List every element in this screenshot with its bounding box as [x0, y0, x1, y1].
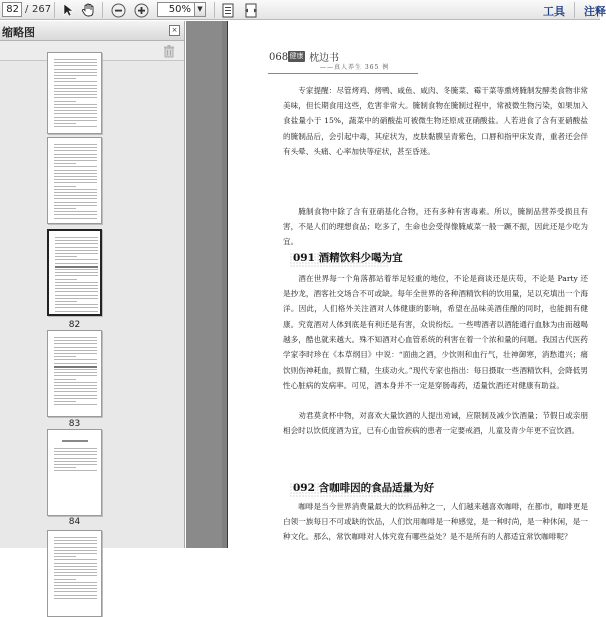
thumbnail-text-line — [55, 288, 98, 289]
thumbnail-text-line — [54, 81, 97, 82]
thumbnail-text-line — [54, 404, 97, 405]
thumbnail-text-line — [54, 91, 97, 92]
page-gutter — [186, 21, 222, 548]
thumbnail-text-line — [54, 97, 97, 98]
page-number: 068 — [269, 52, 289, 63]
total-pages: 267 — [32, 4, 52, 15]
page-number-input[interactable]: 82 — [2, 2, 22, 17]
thumbnail-text-line — [54, 572, 97, 573]
thumbnail-page-label: 83 — [68, 419, 81, 429]
tools-menu[interactable]: 工具 — [543, 5, 565, 18]
intro-paragraph: 专家提醒：尽管烤鸡、烤鸭、咸鱼、咸肉、冬腌菜、霉干菜等熏烤腌制发酵类食物非常美味，但长期食用这些，危害非常大。腌制食物在腌制过程中，常被微生物污染，如果加入食盐量小于 15%，蔬菜中的硝酸盐可被微生物还原成亚硝酸盐。人若进食了含有亚硝酸盐的腌制品后，会引起中毒，其症状为，皮肤黏膜呈青紫色，口唇和指甲床发青，重者还会伴有头晕、头痛、心率加快等症状，甚至昏迷。 — [283, 86, 588, 156]
thumbnail-text-line — [54, 369, 97, 370]
thumbnail-text-line — [55, 247, 98, 248]
thumbnail-text-line — [54, 391, 97, 392]
thumbnail-panel-title: 缩略图 — [2, 26, 35, 39]
page-thumbnail[interactable] — [47, 229, 102, 316]
thumbnail-list — [0, 62, 184, 548]
thumbnail-text-line — [55, 275, 98, 276]
thumbnail-text-line — [54, 166, 97, 167]
thumbnail-text-line — [54, 189, 97, 190]
thumbnail-text-line — [54, 395, 97, 396]
thumbnail-text-line — [54, 65, 97, 66]
page-thumbnail[interactable] — [47, 429, 102, 516]
thumbnail-text-line — [54, 343, 97, 344]
thumbnail-text-line — [55, 285, 98, 286]
thumbnail-text-line — [54, 117, 97, 118]
thumbnail-text-line — [54, 540, 97, 541]
trash-icon[interactable] — [162, 44, 176, 58]
toolbar-divider — [102, 2, 103, 18]
thumbnail-text-line — [55, 266, 98, 268]
thumbnail-text-line — [55, 256, 77, 257]
close-icon: × — [171, 26, 178, 34]
thumbnail-text-line — [55, 301, 77, 302]
thumbnail-text-line — [54, 537, 97, 538]
thumbnail-text-line — [54, 385, 97, 386]
thumbnail-text-line — [55, 263, 98, 264]
chevron-down-icon: ▼ — [197, 5, 203, 13]
thumbnail-page-label: 84 — [68, 517, 81, 527]
toolbar-divider — [574, 2, 575, 18]
thumbnail-text-line — [54, 202, 97, 203]
thumbnail-text-line — [54, 144, 97, 145]
thumbnail-text-line — [54, 157, 97, 158]
thumbnail-text-line — [54, 388, 97, 389]
thumbnail-text-line — [54, 359, 97, 360]
thumbnail-text-line — [54, 208, 76, 209]
close-panel-button[interactable] — [169, 25, 180, 36]
zoom-dropdown-button[interactable] — [195, 2, 206, 17]
thumbnail-text-line — [54, 470, 97, 471]
thumbnail-text-line — [54, 154, 97, 155]
thumbnail-text-line — [54, 595, 97, 596]
thumbnail-text-line — [54, 101, 76, 102]
book-subtitle: ——真人养生 365 例 — [320, 64, 390, 71]
thumbnail-text-line — [54, 120, 97, 121]
fit-width-icon[interactable] — [243, 2, 259, 18]
thumbnail-text-line — [55, 237, 98, 238]
thumbnail-text-line — [54, 382, 97, 383]
thumbnail-text-line — [54, 398, 97, 399]
thumbnail-text-line — [54, 147, 97, 148]
thumbnail-text-line — [55, 243, 98, 244]
page-thumbnail[interactable] — [47, 530, 102, 617]
document-page — [227, 21, 600, 548]
thumbnail-text-line — [54, 353, 97, 354]
thumbnail-text-line — [54, 375, 97, 376]
thumbnail-text-line — [54, 559, 97, 560]
thumbnail-text-line — [54, 107, 97, 108]
thumbnail-text-line — [54, 123, 76, 124]
toolbar-divider — [54, 2, 55, 18]
thumbnail-text-line — [54, 569, 97, 570]
thumbnail-text-line — [54, 454, 97, 455]
zoom-out-icon[interactable] — [110, 2, 126, 18]
thumbnail-page-label: 82 — [68, 320, 81, 330]
thumbnail-text-line — [54, 366, 97, 368]
thumbnail-text-line — [54, 104, 97, 105]
thumbnail-text-line — [54, 78, 76, 79]
thumbnail-text-line — [54, 461, 97, 462]
section-091-paragraph: 酒在世界每一个角落都站着举足轻重的地位，不论是商谈还是庆苟，不论是 Party 还是抄龙，酒客社交场合不可或缺。每年全世界的各种酒精饮料的饮用量，足以充填出一个海洋。因此，人们格外关注酒对人体健康的影响，希望在品味美酒佳酿的同时，也能拥有健康。 — [283, 274, 588, 329]
thumbnail-text-line — [54, 598, 97, 599]
thumbnail-text-line — [54, 113, 97, 114]
thumbnail-text-line — [54, 176, 97, 177]
page-thumbnail[interactable] — [47, 330, 102, 417]
thumbnail-text-line — [55, 240, 98, 241]
thumbnail-text-line — [54, 62, 97, 63]
fit-page-icon[interactable] — [220, 2, 236, 18]
thumbnail-text-line — [54, 340, 97, 341]
thumbnail-text-line — [54, 195, 97, 196]
thumbnail-text-line — [54, 198, 97, 199]
thumbnail-text-line — [54, 211, 97, 212]
thumbnail-text-line — [54, 585, 97, 586]
thumbnail-text-line — [54, 467, 76, 468]
page-thumbnail[interactable] — [47, 52, 102, 134]
thumbnail-text-line — [54, 110, 97, 111]
thumbnail-text-line — [54, 72, 97, 73]
thumbnail-text-line — [55, 279, 77, 280]
thumbnail-text-line — [54, 553, 97, 554]
thumbnail-text-line — [54, 458, 97, 459]
section-092-paragraph: 咖啡是当今世界消费量最大的饮料品种之一，人们越来越喜欢咖啡，在都市，咖啡更是白领一族每日不可或缺的饮品，人们饮用咖啡是一种感觉，是一种时尚，是一种休闲，是一种文化。那么，常饮咖啡对人体究竟有哪些益处？是不是所有的人都适宜常饮咖啡呢？ — [283, 502, 588, 542]
thumbnail-text-line — [54, 350, 97, 351]
thumbnail-text-line — [55, 311, 98, 312]
thumbnail-text-line — [54, 448, 97, 449]
comment-menu[interactable]: 注释 — [584, 5, 606, 18]
thumbnail-text-line — [54, 170, 97, 171]
document-viewport[interactable] — [186, 21, 600, 548]
thumbnail-text-line — [54, 163, 76, 164]
book-title: 枕边书 — [309, 53, 339, 64]
thumbnail-text-line — [55, 298, 98, 299]
thumbnail-text-line — [54, 126, 97, 127]
thumbnail-text-line — [54, 85, 97, 86]
thumbnail-text-line — [54, 588, 97, 589]
thumbnail-text-line — [54, 347, 97, 348]
thumbnail-text-line — [54, 579, 76, 580]
thumbnail-text-line — [54, 550, 97, 551]
thumbnail-panel — [0, 21, 185, 548]
thumbnail-text-line — [54, 192, 97, 193]
page-separator: / — [25, 4, 29, 15]
thumbnail-text-line — [55, 295, 98, 296]
thumbnail-text-line — [55, 269, 98, 270]
section-heading-092: 092 含咖啡因的食品适量为好 — [293, 482, 435, 494]
thumbnail-text-line — [54, 591, 97, 592]
thumbnail-text-line — [54, 363, 97, 364]
thumbnail-text-line — [54, 563, 97, 564]
thumbnail-text-line — [54, 464, 97, 465]
thumbnail-text-line — [54, 356, 76, 357]
thumbnail-text-line — [54, 547, 97, 548]
thumbnail-text-line — [54, 59, 97, 60]
thumbnail-text-line — [55, 272, 98, 273]
thumbnail-text-line — [54, 218, 97, 219]
thumbnail-text-line — [55, 250, 98, 251]
thumbnail-text-line — [54, 337, 97, 338]
toolbar-divider — [214, 2, 215, 18]
thumbnail-text-line — [54, 182, 97, 183]
thumbnail-text-line — [54, 372, 97, 373]
thumbnail-text-line — [54, 75, 97, 76]
thumbnail-text-line — [54, 401, 76, 402]
zoom-in-icon[interactable] — [133, 2, 149, 18]
thumbnail-text-line — [55, 282, 98, 283]
thumbnail-text-line — [54, 566, 97, 567]
thumbnail-text-line — [54, 88, 97, 89]
thumbnail-text-line — [55, 259, 98, 260]
zoom-level-input[interactable]: 50% — [157, 2, 195, 17]
hand-tool-icon[interactable] — [80, 2, 96, 18]
thumbnail-text-line — [54, 543, 97, 544]
header-rule — [268, 73, 418, 74]
thumbnail-text-line — [54, 94, 97, 95]
thumbnail-text-line — [62, 440, 88, 442]
section-091-paragraph: 究竟酒对人体到底是有利还是有害，众说纷纭。一些啤酒者以酒能通行血脉为由而越喝越多，酷也就来越大。殊不知酒对心血管系统的利害在着一个浓和量的问题。我国古代医药学家李时珍在《本草纲目》中说：“面曲之酒，少饮则和血行气，壮神御寒，消愁遣兴；痛饮则伤神耗血，损胃亡精，生痰动火。”现代专家也指出：每日摄取一些酒精饮料，会降低男性心脏病的发病率。可见，酒本身并不一定是穿肠毒药，适量饮酒还对健康有助益。 — [283, 320, 588, 390]
section-heading-091: 091 酒精饮料少喝为宜 — [293, 252, 403, 264]
thumbnail-text-line — [54, 205, 97, 206]
thumbnail-text-line — [54, 575, 97, 576]
thumbnail-text-line — [54, 451, 97, 452]
section-091-paragraph: 劝君莫贪杯中物，对喜欢大量饮酒的人提出劝诫，应限制及减少饮酒量；节假日或亲朋相会时以饮低度酒为宜，已有心血管疾病的患者一定要戒酒，儿童及青少年更不宜饮酒。 — [283, 411, 588, 436]
thumbnail-text-line — [54, 556, 76, 557]
thumbnail-text-line — [55, 291, 98, 292]
thumbnail-text-line — [54, 214, 97, 215]
page-thumbnail[interactable] — [47, 137, 102, 224]
thumbnail-text-line — [54, 582, 97, 583]
thumbnail-text-line — [54, 179, 97, 180]
thumbnail-panel-header — [0, 21, 184, 41]
thumbnail-text-line — [55, 253, 98, 254]
select-cursor-icon[interactable] — [60, 2, 76, 18]
thumbnail-text-line — [54, 150, 97, 151]
thumbnail-text-line — [54, 69, 97, 70]
thumbnail-text-line — [54, 186, 76, 187]
thumbnail-text-line — [54, 379, 76, 380]
thumbnail-text-line — [55, 304, 98, 305]
thumbnail-text-line — [55, 307, 98, 308]
book-logo: 健康 — [289, 52, 304, 60]
intro-paragraph: 腌制食物中除了含有亚硝基化合物，还有多种有害毒素。所以，腌制品营养受损且有害，不是人们的理想食品；吃多了，生命也会受得像腌咸菜一般一蹶不振，因此还是少吃为宜。 — [283, 207, 588, 247]
thumbnail-text-line — [54, 160, 97, 161]
thumbnail-text-line — [54, 173, 97, 174]
toolbar — [0, 0, 606, 20]
